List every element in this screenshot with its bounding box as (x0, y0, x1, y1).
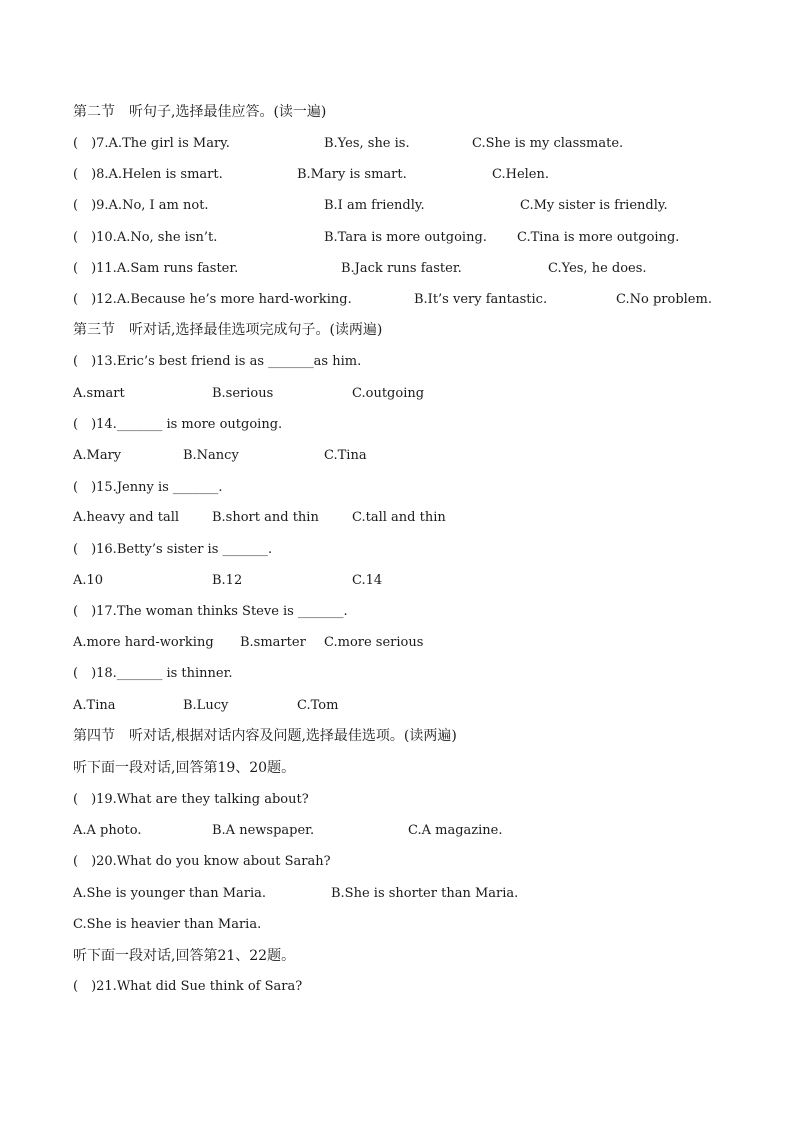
dialogue-21-22-text: 听下面一段对话,回答第21、22题。 (73, 948, 296, 964)
question-7-option-c: C.She is my classmate. (472, 136, 624, 151)
question-14-options (0, 446, 794, 466)
question-13-stem: ( )13.Eric’s best friend is as _______as him. (73, 354, 362, 369)
dialogue-19-20-text: 听下面一段对话,回答第19、20题。 (73, 760, 296, 776)
question-11-option-c: C.Yes, he does. (548, 261, 647, 276)
question-13 (0, 352, 794, 372)
question-21-stem: ( )21.What did Sue think of Sara? (73, 979, 303, 994)
question-14 (0, 415, 794, 435)
question-11-option-b: B.Jack runs faster. (341, 261, 462, 276)
question-20-stem: ( )20.What do you know about Sarah? (73, 854, 331, 869)
question-17 (0, 602, 794, 622)
question-15-option-b: B.short and thin (212, 510, 319, 525)
section-2-title: 第二节 听句子,选择最佳应答。(读一遍) (73, 104, 327, 120)
question-9-option-a: ( )9.A.No, I am not. (73, 198, 209, 213)
question-13-option-c: C.outgoing (352, 386, 425, 401)
section-3-heading (0, 320, 794, 340)
question-7-option-a: ( )7.A.The girl is Mary. (73, 136, 230, 151)
section-2-heading (0, 102, 794, 122)
question-17-option-c: C.more serious (324, 635, 424, 650)
question-17-option-a: A.more hard-working (73, 635, 214, 650)
question-10-option-b: B.Tara is more outgoing. (324, 230, 487, 245)
question-20-options (0, 884, 794, 904)
question-9-option-c: C.My sister is friendly. (520, 198, 668, 213)
question-20-options-continued (0, 915, 794, 935)
question-10 (0, 228, 794, 248)
question-10-option-a: ( )10.A.No, she isn’t. (73, 230, 218, 245)
question-18-stem: ( )18._______ is thinner. (73, 666, 233, 681)
question-19-stem: ( )19.What are they talking about? (73, 792, 309, 807)
question-15-option-a: A.heavy and tall (73, 510, 180, 525)
question-15-options (0, 508, 794, 528)
question-15-option-c: C.tall and thin (352, 510, 446, 525)
question-11-option-a: ( )11.A.Sam runs faster. (73, 261, 239, 276)
section-3-title: 第三节 听对话,选择最佳选项完成句子。(读两遍) (73, 322, 383, 338)
question-18-option-c: C.Tom (297, 698, 339, 713)
question-10-option-c: C.Tina is more outgoing. (517, 230, 680, 245)
question-8-option-a: ( )8.A.Helen is smart. (73, 167, 223, 182)
section-4-heading (0, 726, 794, 746)
question-20 (0, 852, 794, 872)
question-16-option-b: B.12 (212, 573, 243, 588)
question-14-stem: ( )14._______ is more outgoing. (73, 417, 283, 432)
question-18 (0, 664, 794, 684)
question-12 (0, 290, 794, 310)
question-19 (0, 790, 794, 810)
question-9-option-b: B.I am friendly. (324, 198, 425, 213)
question-13-option-b: B.serious (212, 386, 274, 401)
question-14-option-a: A.Mary (73, 448, 122, 463)
question-16-stem: ( )16.Betty’s sister is _______. (73, 542, 273, 557)
question-18-option-a: A.Tina (73, 698, 116, 713)
question-16-options (0, 571, 794, 591)
question-14-option-c: C.Tina (324, 448, 367, 463)
question-18-options (0, 696, 794, 716)
question-7 (0, 134, 794, 154)
question-7-option-b: B.Yes, she is. (324, 136, 410, 151)
question-16 (0, 540, 794, 560)
question-20-option-c: C.She is heavier than Maria. (73, 917, 262, 932)
dialogue-19-20-instruction (0, 758, 794, 778)
question-17-stem: ( )17.The woman thinks Steve is _______. (73, 604, 348, 619)
question-12-option-a: ( )12.A.Because he’s more hard-working. (73, 292, 352, 307)
question-19-option-c: C.A magazine. (408, 823, 503, 838)
question-19-options (0, 821, 794, 841)
question-19-option-a: A.A photo. (73, 823, 142, 838)
question-15 (0, 478, 794, 498)
question-16-option-a: A.10 (73, 573, 104, 588)
question-9 (0, 196, 794, 216)
question-8 (0, 165, 794, 185)
question-15-stem: ( )15.Jenny is _______. (73, 480, 223, 495)
dialogue-21-22-instruction (0, 946, 794, 966)
question-20-option-b: B.She is shorter than Maria. (331, 886, 519, 901)
question-11 (0, 259, 794, 279)
question-8-option-c: C.Helen. (492, 167, 550, 182)
question-18-option-b: B.Lucy (183, 698, 229, 713)
question-17-option-b: B.smarter (240, 635, 306, 650)
question-8-option-b: B.Mary is smart. (297, 167, 407, 182)
question-17-options (0, 633, 794, 653)
question-19-option-b: B.A newspaper. (212, 823, 315, 838)
question-13-options (0, 384, 794, 404)
question-12-option-b: B.It’s very fantastic. (414, 292, 548, 307)
question-16-option-c: C.14 (352, 573, 383, 588)
question-14-option-b: B.Nancy (183, 448, 239, 463)
question-13-option-a: A.smart (73, 386, 125, 401)
question-21 (0, 977, 794, 997)
question-12-option-c: C.No problem. (616, 292, 712, 307)
question-20-option-a: A.She is younger than Maria. (73, 886, 267, 901)
section-4-title: 第四节 听对话,根据对话内容及问题,选择最佳选项。(读两遍) (73, 728, 457, 744)
